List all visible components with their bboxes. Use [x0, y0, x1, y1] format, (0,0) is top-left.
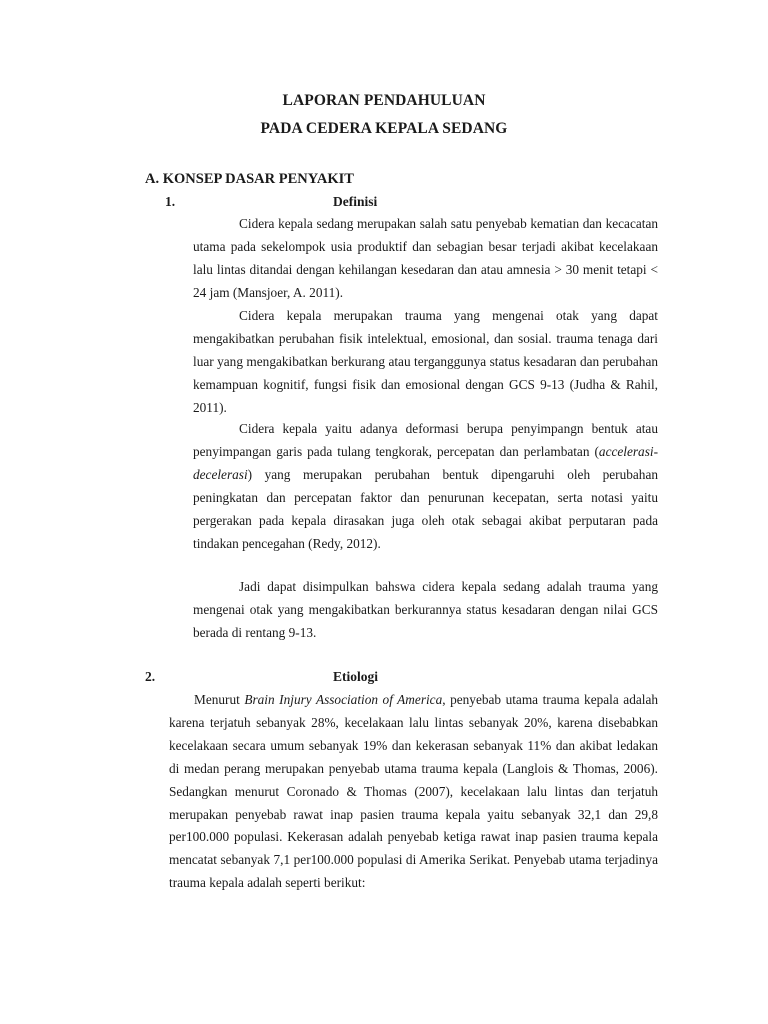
section-heading: A. KONSEP DASAR PENYAKIT [145, 171, 354, 187]
subsection-title-etiologi: Etiologi [333, 669, 379, 684]
paragraph-text: Cidera kepala merupakan trauma yang mengenai otak yang dapat mengakibatkan perubahan fisik intelektual, emosional, dan sosial. trauma tenaga dari luar yang mengakibatkan berkurang atau terganggunya status kesadaran dan perubahan kemampuan kognitif, fungsi fisik dan emosional dengan GCS 9-13 (Judha & Rahil, 2011). [193, 308, 658, 415]
document-subtitle: PADA CEDERA KEPALA SEDANG [260, 120, 508, 137]
etiologi-paragraph-1 [169, 689, 658, 895]
italic-term: Brain Injury Association of America [244, 692, 443, 707]
subsection-number-etiologi: 2. [145, 669, 156, 684]
italic-term: accelerasi-decelerasi [193, 443, 658, 482]
document-title: LAPORAN PENDAHULUAN [282, 92, 486, 109]
paragraph-text: Cidera kepala sedang merupakan salah satu penyebab kematian dan kecacatan utama pada sekelompok usia produktif dan sebagian besar terjadi akibat kecelakaan lalu lintas ditandai dengan kehilangan kesedaran dan atau amnesia > 30 menit tetapi < 24 jam (Mansjoer, A. 2011). [193, 216, 658, 300]
paragraph-text: Menurut [194, 692, 245, 707]
paragraph-text: ) yang merupakan perubahan bentuk dipengaruhi oleh perubahan peningkatan dan percepatan faktor dan penurunan kecepatan, serta notasi yaitu pergerakan pada kepala dirasakan juga oleh otak sebagai akibat perputaran pada tindakan pencegahan (Redy, 2012). [193, 466, 658, 551]
subsection-title-definisi: Definisi [333, 194, 378, 209]
definisi-paragraph-2 [193, 305, 658, 420]
paragraph-text: Jadi dapat disimpulkan bahswa cidera kepala sedang adalah trauma yang mengenai otak yang mengakibatkan berkurannya status kesadaran dengan nilai GCS berada di rentang 9-13. [193, 579, 658, 640]
definisi-paragraph-4 [193, 576, 658, 645]
subsection-number-definisi: 1. [165, 194, 176, 209]
definisi-paragraph-1 [193, 213, 658, 305]
paragraph-text: , penyebab utama trauma kepala adalah karena terjatuh sebanyak 28%, kecelakaan lalu lintas sebanyak 20%, karena disebabkan kecelakaan secara umum sebanyak 19% dan kekerasan sebanyak 11% dan akibat ledakan di medan perang merupakan penyebab utama trauma kepala (Langlois & Thomas, 2006). Sedangkan menurut Coronado & Thomas (2007), kecelakaan lalu lintas dan terjatuh merupakan penyebab rawat inap pasien trauma kepala yaitu sebanyak 32,1 dan 29,8 per100.000 populasi. Kekerasan adalah penyebab ketiga rawat inap pasien trauma kepala mencatat sebanyak 7,1 per100.000 populasi di Amerika Serikat. Penyebab utama terjadinya trauma kepala adalah seperti berikut: [169, 692, 658, 891]
definisi-paragraph-3 [193, 418, 658, 555]
paragraph-text: Cidera kepala yaitu adanya deformasi berupa penyimpangn bentuk atau penyimpangan garis pada tulang tengkorak, percepatan dan perlambatan ( [193, 421, 658, 459]
